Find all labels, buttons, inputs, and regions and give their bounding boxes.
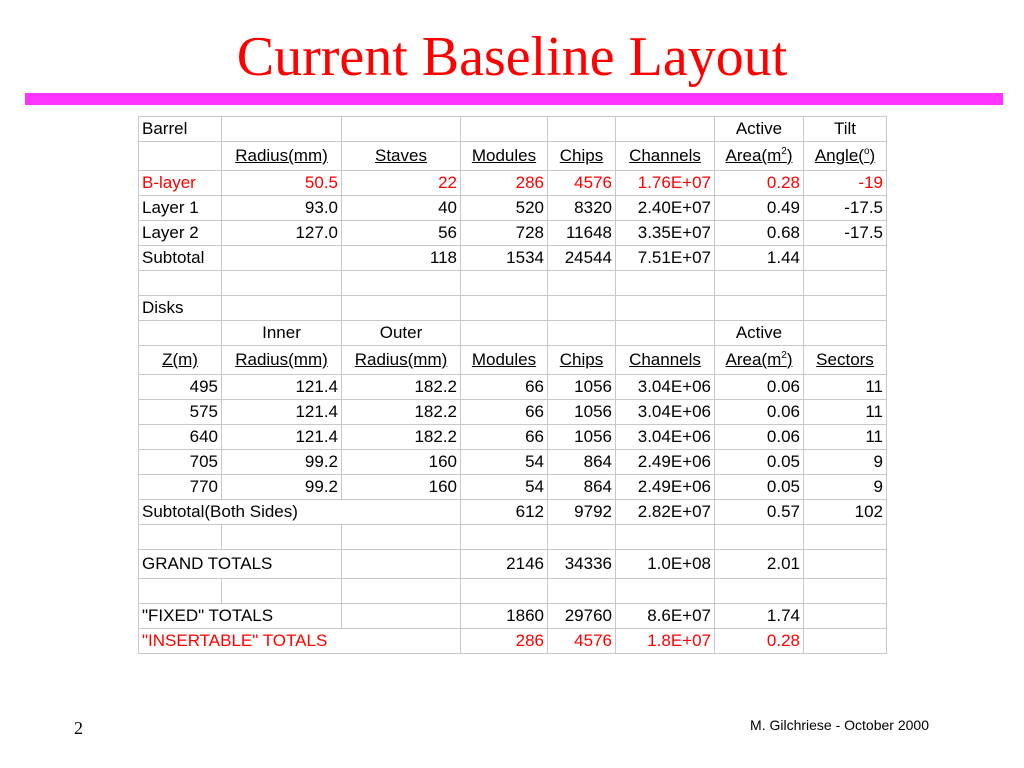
table-cell: 2.40E+07 (616, 196, 715, 221)
empty-cell (804, 604, 887, 629)
table-cell: "INSERTABLE" TOTALS (139, 629, 461, 654)
table-cell: 520 (461, 196, 548, 221)
disks-modules-header: Modules (471, 350, 537, 369)
empty-cell (342, 271, 461, 296)
header-text-part: Area(m (725, 146, 782, 165)
disks-inner-radius-header: Radius(mm) (235, 350, 328, 369)
header-text-part: ) (786, 350, 793, 369)
empty-cell (222, 579, 342, 604)
table-row (139, 425, 887, 450)
barrel-subtotal-row (139, 246, 887, 271)
disks-outer-label: Outer (342, 321, 461, 346)
barrel-header-row-1 (139, 117, 887, 142)
table-cell: 2.01 (715, 550, 804, 579)
table-cell: 182.2 (342, 425, 461, 450)
empty-cell (715, 296, 804, 321)
empty-cell (715, 579, 804, 604)
table-cell: 1.74 (715, 604, 804, 629)
empty-cell (139, 346, 222, 375)
header-text-part: Angle( (814, 146, 864, 165)
empty-cell (222, 117, 342, 142)
barrel-tilt-label: Tilt (804, 117, 887, 142)
table-cell: 1860 (461, 604, 548, 629)
table-cell: 640 (139, 425, 222, 450)
empty-cell (461, 346, 548, 375)
table-cell: 0.05 (715, 450, 804, 475)
table-cell: 0.05 (715, 475, 804, 500)
grand-totals-row (139, 550, 887, 579)
table-cell: 0.28 (715, 629, 804, 654)
disks-subtotal-row (139, 500, 887, 525)
empty-cell (616, 296, 715, 321)
table-cell: 0.06 (715, 425, 804, 450)
empty-cell (548, 271, 616, 296)
empty-cell (222, 142, 342, 171)
disks-sectors-header: Sectors (816, 350, 874, 369)
table-cell: 54 (461, 450, 548, 475)
empty-cell (342, 117, 461, 142)
disks-channels-header: Channels (629, 350, 701, 369)
table-row (139, 400, 887, 425)
empty-cell (804, 142, 887, 171)
table-cell: 495 (139, 375, 222, 400)
table-cell: -19 (804, 171, 887, 196)
table-cell: 9 (804, 450, 887, 475)
empty-cell (616, 271, 715, 296)
table-cell: 99.2 (222, 475, 342, 500)
empty-cell (804, 629, 887, 654)
empty-cell (342, 525, 461, 550)
empty-cell (342, 142, 461, 171)
page-number: 2 (74, 718, 83, 738)
table-cell: 0.06 (715, 400, 804, 425)
empty-cell (715, 271, 804, 296)
empty-cell (804, 321, 887, 346)
disks-header-row-3 (139, 346, 887, 375)
table-cell: 2.82E+07 (616, 500, 715, 525)
table-cell: 4576 (548, 171, 616, 196)
table-cell: 99.2 (222, 450, 342, 475)
empty-cell (548, 117, 616, 142)
empty-cell (139, 321, 222, 346)
table-cell: 8.6E+07 (616, 604, 715, 629)
empty-cell (804, 246, 887, 271)
table-cell: 1.0E+08 (616, 550, 715, 579)
table-cell: 7.51E+07 (616, 246, 715, 271)
insertable-totals-row (139, 629, 887, 654)
title-underline-bar (25, 93, 1003, 105)
table-cell: Subtotal (139, 246, 222, 271)
empty-cell (616, 525, 715, 550)
table-cell: 1056 (548, 400, 616, 425)
barrel-header-row-2 (139, 142, 887, 171)
footer-credit: M. Gilchriese - October 2000 (750, 717, 929, 733)
empty-cell (548, 579, 616, 604)
table-cell: 1.8E+07 (616, 629, 715, 654)
table-cell: 54 (461, 475, 548, 500)
table-cell: 11 (804, 375, 887, 400)
disks-outer-radius-header: Radius(mm) (354, 350, 448, 369)
table-cell: 160 (342, 475, 461, 500)
table-cell: Layer 2 (139, 221, 222, 246)
table-cell: 3.04E+06 (616, 400, 715, 425)
table-cell: 4576 (548, 629, 616, 654)
fixed-totals-row (139, 604, 887, 629)
table-cell: 286 (461, 171, 548, 196)
disks-chips-header: Chips (559, 350, 604, 369)
header-text-part: Area(m (725, 350, 782, 369)
table-cell: 160 (342, 450, 461, 475)
empty-cell (804, 525, 887, 550)
barrel-channels-header: Channels (629, 146, 701, 165)
empty-cell (222, 296, 342, 321)
table-cell: 3.35E+07 (616, 221, 715, 246)
slide-title: Current Baseline Layout (236, 26, 788, 88)
table-cell: 286 (461, 629, 548, 654)
table-cell: 66 (461, 375, 548, 400)
table-cell: 118 (342, 246, 461, 271)
empty-cell (342, 579, 461, 604)
barrel-radius-header: Radius(mm) (235, 146, 328, 165)
table-cell: 770 (139, 475, 222, 500)
table-cell: 705 (139, 450, 222, 475)
empty-cell (548, 525, 616, 550)
table-cell: 3.04E+06 (616, 425, 715, 450)
table-cell: 1.44 (715, 246, 804, 271)
table-cell: 56 (342, 221, 461, 246)
table-row (139, 450, 887, 475)
table-cell: 2.49E+06 (616, 450, 715, 475)
table-cell: 40 (342, 196, 461, 221)
table-cell: 121.4 (222, 400, 342, 425)
empty-cell (548, 346, 616, 375)
empty-cell (616, 142, 715, 171)
empty-cell (139, 525, 222, 550)
table-cell: 9792 (548, 500, 616, 525)
table-cell: 93.0 (222, 196, 342, 221)
table-cell: 34336 (548, 550, 616, 579)
barrel-staves-header: Staves (375, 146, 427, 165)
table-row (139, 171, 887, 196)
table-row (139, 375, 887, 400)
table-cell: 182.2 (342, 375, 461, 400)
header-text-part: o (863, 146, 870, 157)
table-cell: 182.2 (342, 400, 461, 425)
header-text-part: 2 (781, 350, 787, 361)
empty-cell (342, 550, 461, 579)
table-cell: 3.04E+06 (616, 375, 715, 400)
disks-z-header: Z(m) (162, 350, 198, 369)
empty-cell (461, 117, 548, 142)
table-cell: 9 (804, 475, 887, 500)
empty-cell (715, 346, 804, 375)
empty-cell (548, 142, 616, 171)
disks-active-label: Active (715, 321, 804, 346)
empty-cell (461, 296, 548, 321)
table-cell: 8320 (548, 196, 616, 221)
table-cell: 2146 (461, 550, 548, 579)
disks-inner-label: Inner (222, 321, 342, 346)
empty-cell (616, 117, 715, 142)
table-cell: 728 (461, 221, 548, 246)
table-cell: "FIXED" TOTALS (139, 604, 342, 629)
table-row (139, 221, 887, 246)
disks-header-row-2 (139, 321, 887, 346)
table-cell: 11 (804, 400, 887, 425)
empty-cell (461, 142, 548, 171)
empty-cell (461, 579, 548, 604)
empty-cell (616, 346, 715, 375)
table-cell: -17.5 (804, 221, 887, 246)
header-text-part: 2 (781, 146, 787, 157)
table-cell: 0.06 (715, 375, 804, 400)
table-cell: 29760 (548, 604, 616, 629)
barrel-section-label: Barrel (139, 117, 222, 142)
empty-cell (715, 525, 804, 550)
empty-cell (222, 346, 342, 375)
barrel-angle-header (815, 146, 875, 165)
table-cell: 1056 (548, 425, 616, 450)
table-cell: 0.57 (715, 500, 804, 525)
table-cell: 66 (461, 400, 548, 425)
empty-cell (616, 321, 715, 346)
table-cell: 1056 (548, 375, 616, 400)
disks-section-label: Disks (139, 296, 222, 321)
empty-cell (139, 142, 222, 171)
empty-cell (461, 321, 548, 346)
disks-area-header (726, 350, 793, 369)
table-cell: 102 (804, 500, 887, 525)
empty-cell (139, 579, 222, 604)
empty-cell (342, 296, 461, 321)
table-cell: Subtotal(Both Sides) (139, 500, 461, 525)
table-cell: 864 (548, 450, 616, 475)
empty-cell (616, 579, 715, 604)
empty-cell (804, 346, 887, 375)
table-cell: B-layer (139, 171, 222, 196)
barrel-active-label: Active (715, 117, 804, 142)
table-cell: 11 (804, 425, 887, 450)
disks-header-row-1 (139, 296, 887, 321)
table-cell: 11648 (548, 221, 616, 246)
table-cell: 2.49E+06 (616, 475, 715, 500)
table-cell: 864 (548, 475, 616, 500)
table-row (139, 475, 887, 500)
table-cell: 66 (461, 425, 548, 450)
empty-cell (715, 142, 804, 171)
header-text-part: ) (786, 146, 793, 165)
spacer-row (139, 525, 887, 550)
table-cell: 0.28 (715, 171, 804, 196)
empty-cell (342, 346, 461, 375)
table-cell: 127.0 (222, 221, 342, 246)
table-cell: 121.4 (222, 375, 342, 400)
table-cell: 121.4 (222, 425, 342, 450)
barrel-chips-header: Chips (559, 146, 604, 165)
empty-cell (222, 525, 342, 550)
empty-cell (461, 525, 548, 550)
table-cell: 1.76E+07 (616, 171, 715, 196)
barrel-area-header (726, 146, 793, 165)
table-cell: -17.5 (804, 196, 887, 221)
table-row (139, 196, 887, 221)
empty-cell (804, 579, 887, 604)
spacer-row (139, 579, 887, 604)
spacer-row (139, 271, 887, 296)
table-cell: 612 (461, 500, 548, 525)
empty-cell (548, 296, 616, 321)
empty-cell (342, 604, 461, 629)
table-cell: 50.5 (222, 171, 342, 196)
empty-cell (804, 296, 887, 321)
empty-cell (548, 321, 616, 346)
table-cell: 0.68 (715, 221, 804, 246)
header-text-part: ) (869, 146, 876, 165)
table-cell: 1534 (461, 246, 548, 271)
empty-cell (222, 246, 342, 271)
baseline-layout-table (138, 116, 887, 654)
table-cell: 575 (139, 400, 222, 425)
table-cell: Layer 1 (139, 196, 222, 221)
empty-cell (461, 271, 548, 296)
empty-cell (804, 271, 887, 296)
barrel-modules-header: Modules (471, 146, 537, 165)
table-cell: 22 (342, 171, 461, 196)
table-cell: 0.49 (715, 196, 804, 221)
table-cell: 24544 (548, 246, 616, 271)
table-cell: GRAND TOTALS (139, 550, 342, 579)
empty-cell (222, 271, 342, 296)
empty-cell (139, 271, 222, 296)
empty-cell (804, 550, 887, 579)
